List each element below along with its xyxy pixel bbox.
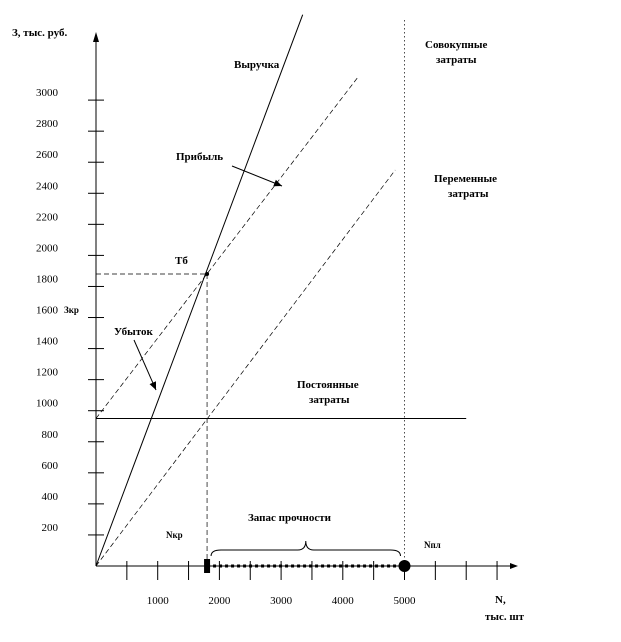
profit-arrow-head [273, 180, 282, 186]
guides [96, 20, 405, 566]
y-tick-label: 3000 [36, 87, 58, 100]
breakeven-point [205, 272, 209, 276]
zp-label: Зкр [64, 305, 79, 315]
x-tick-label: 3000 [270, 595, 293, 607]
x-axis-label-line1: N, [495, 594, 506, 606]
profit-label: Прибыль [176, 151, 224, 163]
x-axis-label-line2: тыс. шт [485, 611, 525, 623]
nplan-marker [399, 560, 411, 572]
loss-label: Убыток [114, 326, 153, 338]
y-tick-label: 1200 [36, 366, 58, 379]
y-tick-label: 2000 [36, 242, 58, 255]
y-axis-label: З, тыс. руб. [12, 27, 68, 39]
x-tick-label: 4000 [331, 595, 354, 607]
variable-costs-line [96, 170, 395, 566]
nkr-label: Nкр [166, 530, 183, 540]
nkr-marker [204, 559, 210, 573]
x-ticks [127, 561, 497, 607]
x-tick-label: 2000 [208, 595, 231, 607]
y-tick-label: 2400 [36, 180, 58, 193]
total-costs-label-line2: затраты [436, 54, 477, 66]
x-tick-label: 1000 [146, 595, 169, 607]
fixed-costs-label-line1: Постоянные [297, 379, 359, 391]
breakeven-label: Тб [175, 255, 188, 267]
revenue-line [96, 15, 303, 566]
x-axis-arrow [510, 563, 518, 569]
y-axis-arrow [93, 32, 99, 42]
total-costs-label-line1: Совокупные [425, 39, 488, 51]
y-tick-label: 2600 [36, 149, 58, 162]
y-tick-label: 1400 [36, 335, 58, 348]
safety-margin [204, 541, 410, 573]
y-tick-label: 800 [41, 428, 58, 441]
y-tick-label: 1800 [36, 273, 58, 286]
y-tick-label: 400 [41, 490, 58, 503]
y-tick-label: 200 [41, 521, 58, 534]
y-tick-label: 2200 [36, 211, 58, 224]
y-tick-label: 2800 [36, 118, 58, 131]
x-tick-label: 5000 [393, 595, 416, 607]
variable-costs-label-line2: затраты [448, 188, 489, 200]
total-costs-line [96, 77, 358, 419]
safety-margin-label: Запас прочности [248, 512, 331, 524]
series-lines [96, 15, 466, 566]
fixed-costs-label-line2: затраты [309, 394, 350, 406]
safety-margin-brace [211, 541, 400, 556]
y-tick-label: 1600 [36, 304, 58, 317]
revenue-label: Выручка [234, 59, 280, 71]
axes [93, 32, 518, 569]
variable-costs-label-line1: Переменные [434, 173, 497, 185]
y-tick-label: 1000 [36, 397, 58, 410]
y-tick-label: 600 [41, 459, 58, 472]
nplan-label: Nпл [424, 540, 441, 550]
